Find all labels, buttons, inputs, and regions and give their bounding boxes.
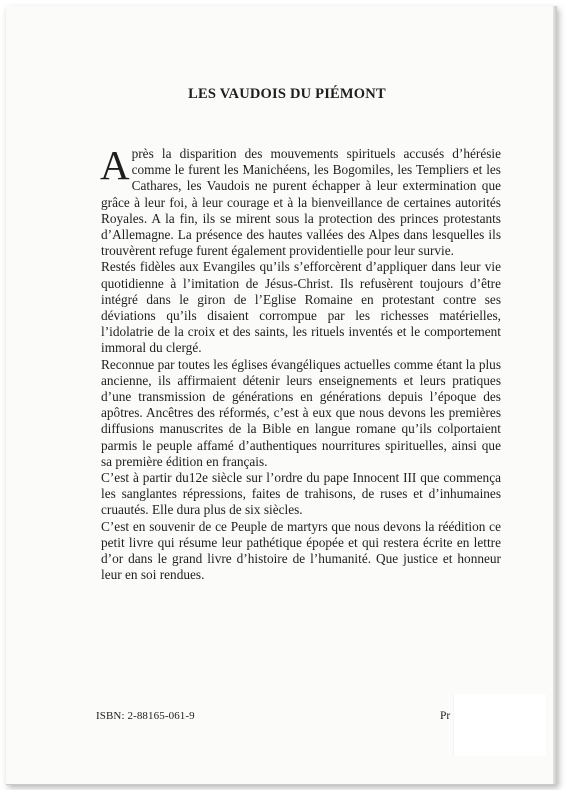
paragraph-3: Reconnue par toutes les églises évangéliques actuelles comme étant la plus ancienne, ils affirmaient détenir leurs enseignements et leurs pratiques d’une transmission de générations en générations depuis l’époque des apôtres. Ancêtres des réformés, c’est à eux que nous devons les premières diffusions manuscrites de la Bible en langue romane qu’ils colportaient parmis le peuple affamé d’authentiques nourritures spirituelles, ainsi que sa première édition en français. [101,356,501,469]
drop-cap: A [100,142,130,188]
isbn-label: ISBN: 2-88165-061-9 [96,710,195,722]
price-label: Pr [440,710,451,722]
paragraph-5: C’est en souvenir de ce Peuple de martyrs que nous devons la réédition ce petit livre qui résume leur pathétique épopée et qui restera écrite en lettre d’or dans le grand livre d’histoire de l’humanité. Que justice et honneur leur en soi rendues. [101,518,501,583]
blurb-text [100,142,501,583]
paragraph-1-text: près la disparition des mouvements spirituels accusés d’hérésie comme le furent les Manichéens, les Bogomiles, les Templiers et les Cathares, les Vaudois ne purent échapper à leur extermination que grâce à leur foi, à leur courage et à la bienveillance de certaines autorités Royales. A la fin, ils se mirent sous la protection des princes protestants d’Allemagne. La présence des hautes vallées des Alpes dans lesquelles ils trouvèrent refuge furent également providentielle pour leur survie. [101,146,501,259]
paragraph-1 [100,142,501,259]
paragraph-4: C’est à partir du12e siècle sur l’ordre du pape Innocent III que commença les sanglantes répressions, faites de trahisons, de ruses et d’inhumaines cruautés. Elle dura plus de six siècles. [101,470,501,518]
price-sticker [454,694,546,756]
book-title: LES VAUDOIS DU PIÉMONT [188,86,386,102]
paragraph-2: Restés fidèles aux Evangiles qu’ils s’efforcèrent d’appliquer dans leur vie quotidienne à l’imitation de Jésus-Christ. Ils refusèrent toujours d’être intégré dans le giron de l’Eglise Romaine en protestant contre ses déviations qu’ils disaient corrompue par les richesses matérielles, l’idolatrie de la croix et des saints, les rituels inventés et le comportement immoral du clergé. [101,259,501,356]
cover-edge [553,6,556,784]
